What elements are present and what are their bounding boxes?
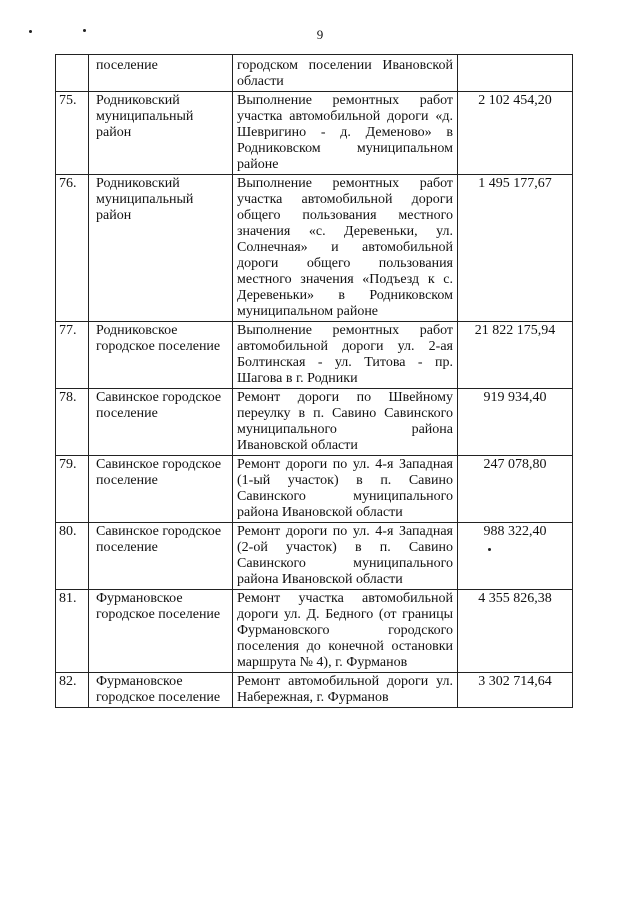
row-description: Выполнение ремонтных работ автомобильной дороги ул. 2-ая Болтинская - ул. Титова - пр. Шагова в г. Родники bbox=[233, 322, 458, 389]
row-number: 79. bbox=[56, 456, 89, 523]
row-sum: 21 822 175,94 bbox=[458, 322, 573, 389]
row-number: 78. bbox=[56, 389, 89, 456]
row-description: Выполнение ремонтных работ участка автомобильной дороги «д. Шевригино - д. Деменово» в Родниковском муниципальном районе bbox=[233, 92, 458, 175]
row-sum: 1 495 177,67 bbox=[458, 175, 573, 322]
row-number: 81. bbox=[56, 590, 89, 673]
row-description: Ремонт участка автомобильной дороги ул. Д. Бедного (от границы Фурмановского городского поселения до конечной остановки маршрута № 4), г. Фурманов bbox=[233, 590, 458, 673]
row-description: Ремонт автомобильной дороги ул. Набережная, г. Фурманов bbox=[233, 673, 458, 708]
row-sum bbox=[458, 55, 573, 92]
table-row bbox=[56, 523, 573, 590]
row-description: Выполнение ремонтных работ участка автомобильной дороги общего пользования местного значения «с. Деревеньки, ул. Солнечная» и автомобильной дороги общего пользования местного значения «Подъезд к с. Деревеньки» в Родниковском муниципальном районе bbox=[233, 175, 458, 322]
row-sum: 919 934,40 bbox=[458, 389, 573, 456]
row-municipality: Савинское городское поселение bbox=[89, 456, 233, 523]
table-row bbox=[56, 322, 573, 389]
row-number: 82. bbox=[56, 673, 89, 708]
page-number: 9 bbox=[316, 27, 324, 42]
row-description: Ремонт дороги по Швейному переулку в п. Савино Савинского муниципального района Ивановской области bbox=[233, 389, 458, 456]
row-number: 77. bbox=[56, 322, 89, 389]
row-municipality: Савинское городское поселение bbox=[89, 523, 233, 590]
row-number: 76. bbox=[56, 175, 89, 322]
row-municipality: Фурмановское городское поселение bbox=[89, 590, 233, 673]
table-row bbox=[56, 175, 573, 322]
table-row bbox=[56, 389, 573, 456]
row-municipality: поселение bbox=[89, 55, 233, 92]
row-municipality: Родниковский муниципальный район bbox=[89, 92, 233, 175]
row-number: 80. bbox=[56, 523, 89, 590]
table-row-continuation bbox=[56, 55, 573, 92]
row-number: 75. bbox=[56, 92, 89, 175]
row-sum: 988 322,40 bbox=[483, 524, 547, 539]
row-sum: 247 078,80 bbox=[458, 456, 573, 523]
row-number bbox=[56, 55, 89, 92]
row-municipality: Савинское городское поселение bbox=[89, 389, 233, 456]
row-description: Ремонт дороги по ул. 4-я Западная (2-ой участок) в п. Савино Савинского муниципального района Ивановской области bbox=[233, 523, 458, 590]
table-row bbox=[56, 92, 573, 175]
scan-speck bbox=[29, 30, 32, 33]
row-municipality: Родниковское городское поселение bbox=[89, 322, 233, 389]
row-municipality: Родниковский муниципальный район bbox=[89, 175, 233, 322]
scan-speck bbox=[83, 29, 86, 32]
row-municipality: Фурмановское городское поселение bbox=[89, 673, 233, 708]
row-sum: 3 302 714,64 bbox=[458, 673, 573, 708]
row-sum-cell bbox=[458, 523, 573, 590]
table-row bbox=[56, 673, 573, 708]
row-description: Ремонт дороги по ул. 4-я Западная (1-ый участок) в п. Савино Савинского муниципального района Ивановской области bbox=[233, 456, 458, 523]
road-repair-table bbox=[55, 54, 573, 708]
table-row bbox=[56, 456, 573, 523]
row-sum: 2 102 454,20 bbox=[458, 92, 573, 175]
scan-speck bbox=[488, 548, 491, 551]
table-row bbox=[56, 590, 573, 673]
row-sum: 4 355 826,38 bbox=[458, 590, 573, 673]
row-description: городском поселении Ивановской области bbox=[233, 55, 458, 92]
